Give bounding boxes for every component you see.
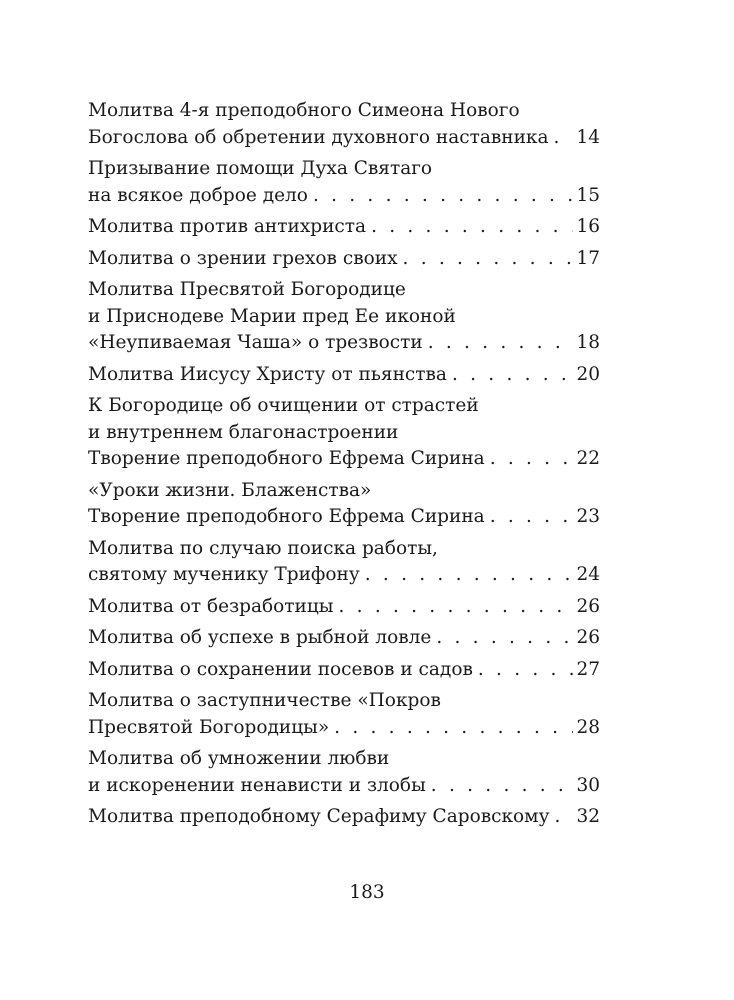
dot-leader xyxy=(549,804,573,831)
toc-entry-text: Творение преподобного Ефрема Сирина xyxy=(88,448,485,469)
toc-entry-line xyxy=(88,304,600,331)
toc-entry xyxy=(88,478,600,531)
toc-entry-last-line xyxy=(88,446,600,473)
dot-leader xyxy=(485,446,574,473)
toc-entry-last-line xyxy=(88,504,600,531)
toc-entry-line xyxy=(88,688,600,715)
table-of-contents xyxy=(88,98,600,836)
toc-entry-last-line xyxy=(88,657,600,684)
toc-entry-last-line xyxy=(88,594,600,621)
toc-entry-last-line xyxy=(88,562,600,589)
toc-entry-text: Богослова об обретении духовного наставника xyxy=(88,126,549,148)
dot-leader xyxy=(485,504,574,531)
toc-entry-last-line xyxy=(88,214,600,241)
dot-leader xyxy=(423,330,574,357)
dot-leader xyxy=(366,214,573,241)
toc-entry-text: и искоренении ненависти и злобы xyxy=(88,774,426,796)
toc-entry xyxy=(88,657,600,684)
toc-entry xyxy=(88,746,600,799)
dot-leader xyxy=(360,562,574,589)
toc-page-number: 27 xyxy=(576,658,600,680)
toc-entry-text: Молитва о сохранении посевов и садов xyxy=(88,658,473,680)
toc-entry xyxy=(88,277,600,357)
toc-entry-text: Молитва Иисусу Христу от пьянства xyxy=(88,363,447,385)
toc-page-number: 20 xyxy=(576,363,600,385)
toc-entry-last-line xyxy=(88,773,600,800)
toc-page-number: 23 xyxy=(576,506,600,527)
toc-entry-last-line xyxy=(88,625,600,652)
toc-page-number: 22 xyxy=(576,448,600,469)
toc-page-number: 18 xyxy=(576,332,600,353)
dot-leader xyxy=(308,183,574,210)
toc-page-number: 26 xyxy=(576,595,600,617)
toc-entry-text: святому мученику Трифону xyxy=(88,564,360,585)
toc-page-number: 32 xyxy=(576,806,600,827)
toc-entry xyxy=(88,393,600,473)
toc-entry-text: Молитва от безработицы xyxy=(88,595,334,617)
toc-entry-text: Молитва 4-я преподобного Симеона Нового xyxy=(88,100,520,121)
toc-entry-text: и Приснодеве Марии пред Ее иконой xyxy=(88,305,456,327)
toc-entry-last-line xyxy=(88,125,600,152)
toc-entry-text: и внутреннем благонастроении xyxy=(88,421,399,443)
toc-entry xyxy=(88,536,600,589)
toc-entry-line xyxy=(88,98,600,125)
dot-leader xyxy=(447,362,573,389)
toc-entry-line xyxy=(88,478,600,505)
dot-leader xyxy=(426,773,574,800)
toc-entry-last-line xyxy=(88,715,600,742)
toc-entry xyxy=(88,214,600,241)
toc-entry-last-line xyxy=(88,362,600,389)
dot-leader xyxy=(549,125,574,152)
toc-entry-text: Творение преподобного Ефрема Сирина xyxy=(88,506,485,527)
toc-entry xyxy=(88,246,600,273)
toc-entry-text: Пресвятой Богородицы» xyxy=(88,716,330,738)
toc-entry xyxy=(88,156,600,209)
toc-entry-text: К Богородице об очищении от страстей xyxy=(88,395,479,416)
toc-entry-text: на всякое доброе дело xyxy=(88,184,308,206)
page-number: 183 xyxy=(349,882,385,903)
toc-entry-text: Молитва о зрении грехов своих xyxy=(88,247,398,269)
toc-entry-last-line xyxy=(88,183,600,210)
toc-entry-text: Молитва об успехе в рыбной ловле xyxy=(88,627,432,648)
toc-entry xyxy=(88,688,600,741)
toc-page-number: 24 xyxy=(576,564,600,585)
dot-leader xyxy=(329,715,573,742)
dot-leader xyxy=(473,657,574,684)
toc-entry-line xyxy=(88,746,600,773)
toc-page-number: 28 xyxy=(576,716,600,738)
toc-entry-line xyxy=(88,277,600,304)
toc-entry-text: Молитва Пресвятой Богородице xyxy=(88,279,406,300)
toc-entry xyxy=(88,362,600,389)
toc-entry-text: Молитва об умножении любви xyxy=(88,748,390,769)
toc-entry-text: Призывание помощи Духа Святаго xyxy=(88,158,433,179)
toc-entry-text: «Уроки жизни. Блаженства» xyxy=(88,479,372,501)
toc-page-number: 30 xyxy=(576,774,600,796)
toc-entry-text: Молитва по случаю поиска работы, xyxy=(88,537,438,559)
toc-entry-line xyxy=(88,420,600,447)
toc-page-number: 17 xyxy=(576,247,600,269)
toc-entry-last-line xyxy=(88,804,600,831)
dot-leader xyxy=(334,594,574,621)
toc-entry-last-line xyxy=(88,246,600,273)
toc-entry xyxy=(88,594,600,621)
toc-entry xyxy=(88,98,600,151)
toc-entry-text: «Неупиваемая Чаша» о трезвости xyxy=(88,332,423,353)
toc-entry-text: Молитва против антихриста xyxy=(88,216,367,237)
toc-entry-line xyxy=(88,536,600,563)
toc-page-number: 14 xyxy=(576,126,600,148)
toc-entry xyxy=(88,625,600,652)
toc-entry-text: Молитва о заступничестве «Покров xyxy=(88,690,441,711)
toc-entry-last-line xyxy=(88,330,600,357)
dot-leader xyxy=(398,246,574,273)
toc-entry xyxy=(88,804,600,831)
toc-page-number: 16 xyxy=(576,216,600,237)
toc-entry-line xyxy=(88,393,600,420)
toc-entry-text: Молитва преподобному Серафиму Саровскому xyxy=(88,806,550,827)
dot-leader xyxy=(431,625,573,652)
toc-page-number: 26 xyxy=(576,627,600,648)
toc-entry-line xyxy=(88,156,600,183)
toc-page-number: 15 xyxy=(576,184,600,206)
